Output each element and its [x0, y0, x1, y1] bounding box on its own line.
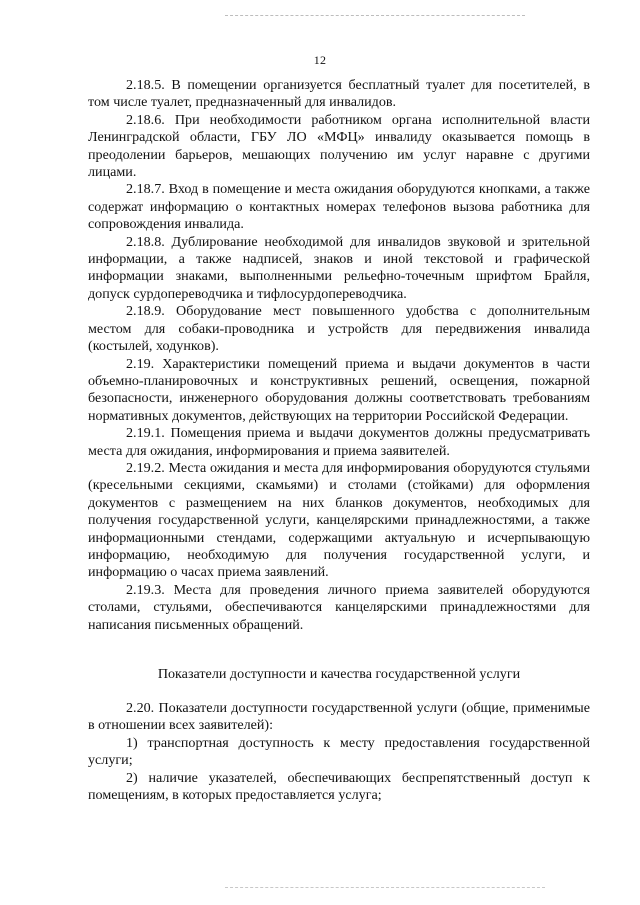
paragraph-2-18-7: 2.18.7. Вход в помещение и места ожидания оборудуются кнопками, а также содержат информацию о контактных номерах телефонов вызова работника для сопровождения инвалида.: [88, 181, 590, 233]
paragraph-2-18-6: 2.18.6. При необходимости работником органа исполнительной власти Ленинградской области, ГБУ ЛО «МФЦ» инвалиду оказывается помощь в преодолении барьеров, мешающих получению им услуг наравне с другими лицами.: [88, 111, 590, 181]
section-body-text: [88, 700, 590, 804]
paragraph-2-20: 2.20. Показатели доступности государственной услуги (общие, применимые в отношении всех заявителей):: [88, 700, 590, 734]
paragraph-2-19: 2.19. Характеристики помещений приема и выдачи документов в части объемно-планировочных и конструктивных решений, освещения, пожарной безопасности, инженерного оборудования должны соответствовать требованиям нормативных документов, действующих на территории Российской Федерации.: [88, 355, 590, 424]
body-text: [88, 77, 590, 634]
scan-edge-top: [225, 15, 525, 16]
list-item-2: 2) наличие указателей, обеспечивающих беспрепятственный доступ к помещениям, в которых предоставляется услуга;: [88, 769, 590, 804]
paragraph-2-18-5: 2.18.5. В помещении организуется бесплатный туалет для посетителей, в том числе туалет, предназначенный для инвалидов.: [88, 77, 590, 111]
paragraph-2-18-8: 2.18.8. Дублирование необходимой для инвалидов звуковой и зрительной информации, а также надписей, знаков и иной текстовой и графической информации знаками, выполненными рельефно-точечным шрифтом Брайля, допуск сурдопереводчика и тифлосурдопереводчика.: [88, 233, 590, 302]
paragraph-2-19-3: 2.19.3. Места для проведения личного приема заявителей оборудуются столами, стульями, обеспечиваются канцелярскими принадлежностями для написания письменных обращений.: [88, 581, 590, 633]
paragraph-2-18-9: 2.18.9. Оборудование мест повышенного удобства с дополнительным местом для собаки-проводника и устройств для передвижения инвалида (костылей, ходунков).: [88, 303, 590, 355]
section-heading: Показатели доступности и качества государственной услуги: [157, 666, 521, 682]
scan-edge-bottom: [225, 887, 545, 888]
page-number: 12: [313, 53, 327, 67]
paragraph-2-19-2: 2.19.2. Места ожидания и места для информирования оборудуются стульями (кресельными секциями, скамьями) и столами (стойками) для оформления документов с размещением на них бланков документов, необходимых для получения государственной услуги, канцелярскими принадлежностями, а также информационными стендами, содержащими актуальную и исчерпывающую информацию, необходимую для получения государственной услуги, и информацию о часах приема заявлений.: [88, 459, 590, 581]
list-item-1: 1) транспортная доступность к месту предоставления государственной услуги;: [88, 734, 590, 769]
paragraph-2-19-1: 2.19.1. Помещения приема и выдачи документов должны предусматривать места для ожидания, информирования и приема заявителей.: [88, 425, 590, 459]
